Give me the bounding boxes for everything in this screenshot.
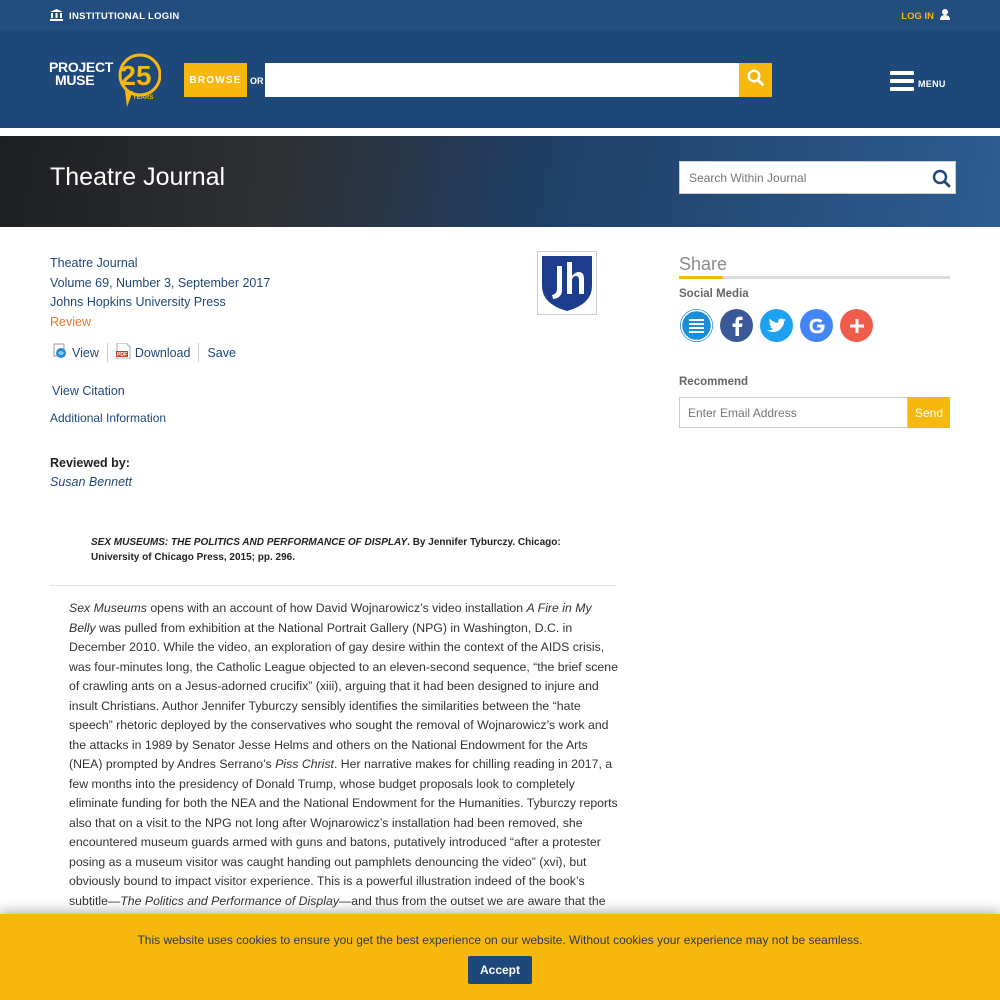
jhu-shield-icon (540, 254, 594, 312)
publisher-link[interactable]: Johns Hopkins University Press (50, 295, 226, 309)
menu-button[interactable] (890, 71, 946, 96)
save-action[interactable] (199, 346, 244, 360)
journal-link[interactable]: Theatre Journal (50, 256, 138, 270)
facebook-icon (730, 316, 744, 336)
svg-text:PDF: PDF (116, 352, 127, 358)
twitter-icon (767, 318, 786, 334)
login-label: LOG IN (901, 10, 934, 22)
content-divider (50, 585, 616, 586)
additional-information-link[interactable]: Additional Information (50, 411, 167, 425)
view-action[interactable] (50, 343, 108, 362)
institutional-login-link[interactable] (50, 9, 180, 24)
body-italic-4: The Politics and Performance of Display (120, 893, 339, 908)
institution-icon (50, 9, 63, 24)
pdf-icon (116, 343, 131, 362)
share-google-button[interactable] (800, 309, 833, 342)
reviewer-name[interactable]: Susan Bennett (50, 475, 133, 489)
body-italic-2: A Fire in My Belly (69, 601, 592, 635)
body-text-4: —and thus from the outset we are aware that the (338, 893, 606, 908)
share-list-button[interactable] (680, 309, 713, 342)
logo-number: 25 (120, 60, 152, 91)
share-heading: Share (679, 254, 728, 274)
share-twitter-button[interactable] (760, 309, 793, 342)
accept-cookies-button[interactable]: Accept (468, 956, 532, 984)
share-underline (679, 276, 950, 279)
book-citation (91, 535, 591, 565)
logo-years: YEARS (132, 95, 154, 101)
article-meta (50, 254, 270, 332)
review-body (69, 599, 618, 931)
list-icon (680, 309, 713, 342)
site-header (0, 31, 1000, 128)
issue-link[interactable]: Volume 69, Number 3, September 2017 (50, 275, 271, 290)
google-icon (807, 316, 827, 336)
journal-title: Theatre Journal (50, 163, 226, 191)
logo-line1: PROJECT (49, 59, 114, 75)
recommend-label: Recommend (679, 376, 749, 388)
or-label: OR (250, 76, 264, 86)
header-divider (0, 128, 1000, 136)
journal-search-input[interactable] (680, 162, 920, 193)
journal-search-box (679, 161, 956, 194)
download-label: Download (134, 345, 191, 360)
journal-banner (0, 136, 1000, 227)
book-title: SEX MUSEUMS: THE POLITICS AND PERFORMANCE OF DISPLAY (91, 537, 408, 548)
journal-search-icon[interactable] (932, 169, 951, 193)
view-citation-link[interactable]: View Citation (52, 384, 125, 398)
hamburger-icon (890, 71, 914, 96)
logo-25-years-mark (113, 49, 161, 109)
user-icon (940, 9, 950, 23)
send-button[interactable]: Send (908, 397, 950, 428)
project-muse-logo[interactable] (49, 49, 161, 111)
search-icon (747, 69, 764, 91)
download-action[interactable] (108, 343, 200, 362)
top-bar (0, 0, 1000, 31)
body-italic-1: Sex Museums (69, 601, 147, 615)
book-details: . By Jennifer Tyburczy. Chicago: University of Chicago Press, 2015; pp. 296. (91, 537, 561, 563)
view-label: View (72, 345, 99, 360)
recommend-email-input[interactable] (679, 397, 908, 428)
body-text-3: . Her narrative makes for chilling reading in 2017, a few months into the presidency of Donald Trump, whose budget proposals look to completely eliminate funding for both the NEA and the National Endowment for the Humanities. Tyburczy reports also that on a visit to the NPG not long after Wojnarowicz’s installation had been removed, she encountered museum guards armed with guns and batons, putatively introduced “after a protester posing as a museum visitor was caught handing out pamphlets denouncing the video” (xvi), but obviously bound to impact visitor experience. This is a powerful illustration indeed of the book’s subtitle— (69, 757, 618, 908)
cookie-message: This website uses cookies to ensure you get the best experience on our website. Without cookies your experience may not be seamless. (137, 933, 863, 947)
publisher-logo (537, 251, 597, 315)
article-type: Review (50, 314, 91, 329)
menu-label: MENU (918, 78, 946, 89)
view-icon (52, 343, 68, 362)
institutional-login-label: INSTITUTIONAL LOGIN (69, 11, 180, 22)
logo-line2: MUSE (55, 72, 95, 88)
body-text-2: was pulled from exhibition at the National Portrait Gallery (NPG) in Washington, D.C. in December 2010. While the video, an exploration of gay desire within the context of the AIDS crisis, was four-minutes long, the Catholic League objected to an eleven-second sequence, “the brief scene of crawling ants on a Jesus-adorned crucifix” (xiii), arguing that it had been designed to injure and insult Christians. Author Jennifer Tyburczy sensibly identifies the similarities between the “hate speech” rhetoric deployed by the conservatives who sought the removal of Wojnarowicz’s work and the attacks in 1989 by Senator Jesse Helms and others on the National Endowment for the Arts (NEA) prompted by Andres Serrano’s (69, 620, 618, 771)
browse-button[interactable]: BROWSE (184, 63, 247, 97)
cookie-banner (0, 914, 1000, 1000)
save-label: Save (207, 345, 236, 360)
reviewed-by-label: Reviewed by: (50, 456, 130, 470)
share-facebook-button[interactable] (720, 309, 753, 342)
plus-icon (850, 319, 864, 333)
login-link[interactable] (901, 9, 950, 23)
social-buttons (680, 309, 873, 342)
article-actions (50, 343, 244, 362)
site-search-button[interactable] (739, 63, 772, 97)
site-search-input[interactable] (265, 63, 739, 97)
body-italic-3: Piss Christ (275, 757, 334, 771)
body-text-1: opens with an account of how David Wojnarowicz’s video installation (146, 601, 527, 615)
share-more-button[interactable] (840, 309, 873, 342)
social-media-label: Social Media (679, 288, 749, 300)
